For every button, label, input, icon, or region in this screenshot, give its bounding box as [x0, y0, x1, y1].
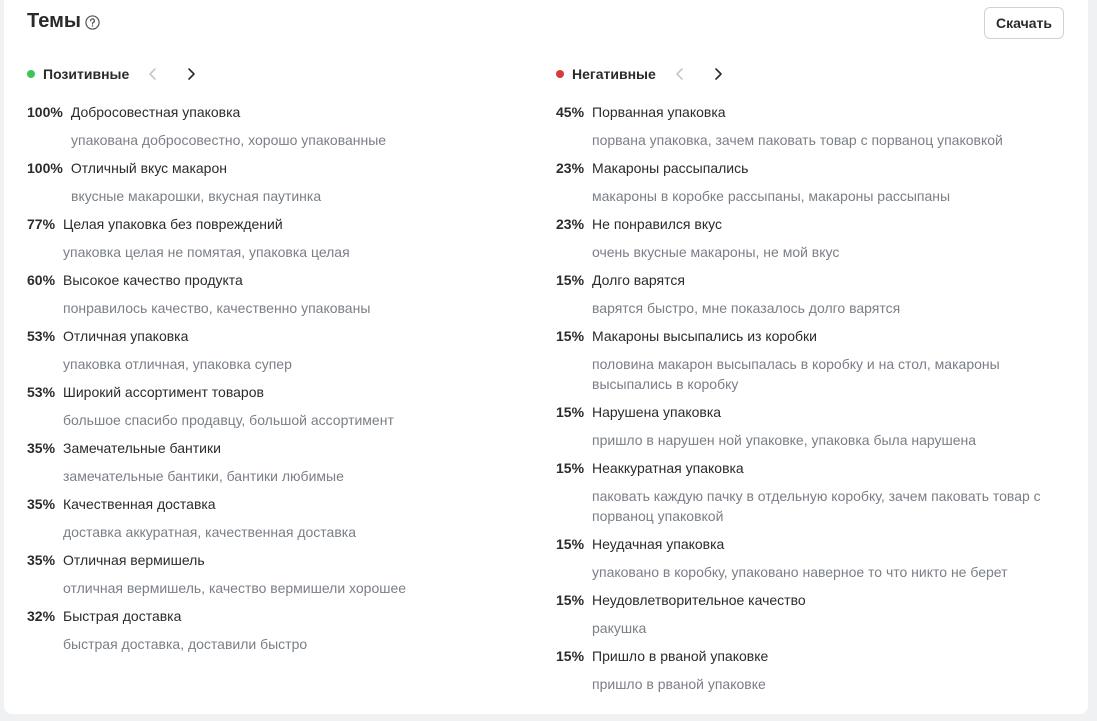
negative-dot: [556, 70, 564, 78]
topic-row: [27, 434, 537, 462]
topic-row: [27, 602, 537, 630]
topic-name: Отличный вкус макарон: [70, 160, 227, 176]
topic-percent: 15%: [556, 536, 585, 552]
topic-name: Неаккуратная упаковка: [592, 460, 744, 476]
topic-item[interactable]: [556, 322, 1066, 398]
topic-percent: 15%: [556, 592, 585, 608]
topic-item[interactable]: [556, 398, 1066, 454]
topic-row: [27, 546, 537, 574]
topic-name: Отличная вермишель: [63, 552, 205, 568]
topic-row: [556, 398, 1066, 426]
topic-examples: упаковка целая не помятая, упаковка целая: [63, 244, 350, 260]
topic-name: Высокое качество продукта: [63, 272, 243, 288]
topic-name: Макароны рассыпались: [592, 160, 749, 176]
positive-next-icon[interactable]: [183, 66, 199, 82]
topic-percent: 35%: [27, 496, 56, 512]
topic-name: Качественная доставка: [63, 496, 216, 512]
topic-percent: 15%: [556, 460, 585, 476]
topic-examples: пришло в рваной упаковке: [592, 676, 766, 692]
topic-examples: пришло в нарушен ной упаковке, упаковка была нарушена: [592, 432, 977, 448]
topic-row: [556, 642, 1066, 670]
topic-item[interactable]: [556, 530, 1066, 586]
negative-header: [556, 64, 1066, 84]
topic-name: Отличная упаковка: [63, 328, 189, 344]
topic-percent: 53%: [27, 384, 56, 400]
topic-percent: 15%: [556, 272, 585, 288]
topic-percent: 23%: [556, 160, 585, 176]
topic-examples: доставка аккуратная, качественная доставка: [63, 524, 356, 540]
negative-next-icon[interactable]: [710, 66, 726, 82]
topic-name: Неудачная упаковка: [592, 536, 725, 552]
positive-title: Позитивные: [43, 66, 130, 82]
topic-row: [27, 378, 537, 406]
topic-item[interactable]: [27, 378, 537, 434]
topic-examples: понравилось качество, качественно упакованы: [63, 300, 371, 316]
topic-percent: 100%: [27, 104, 63, 120]
topic-percent: 35%: [27, 440, 56, 456]
topics-card: [4, 0, 1088, 714]
topic-examples: упаковка отличная, упаковка супер: [63, 356, 292, 372]
topic-item[interactable]: [27, 266, 537, 322]
topic-name: Замечательные бантики: [63, 440, 221, 456]
topic-name: Долго варятся: [592, 272, 685, 288]
topic-examples: упакована добросовестно, хорошо упакованные: [71, 132, 387, 148]
topic-item[interactable]: [27, 434, 537, 490]
topic-name: Не понравился вкус: [592, 216, 722, 232]
topic-row: [556, 98, 1066, 126]
topic-item[interactable]: [27, 98, 537, 154]
topic-percent: 32%: [27, 608, 56, 624]
download-button[interactable]: Скачать: [984, 7, 1064, 39]
topic-row: [27, 154, 537, 182]
topic-name: Макароны высыпались из коробки: [592, 328, 817, 344]
topic-row: [556, 454, 1066, 482]
topic-percent: 35%: [27, 552, 56, 568]
topic-examples: ракушка: [592, 620, 647, 636]
topic-examples: порвана упаковка, зачем паковать товар с порваноц упаковкой: [592, 132, 1003, 148]
topic-row: [27, 322, 537, 350]
topic-percent: 23%: [556, 216, 585, 232]
topic-row: [556, 210, 1066, 238]
positive-column: [27, 64, 537, 658]
help-icon[interactable]: [85, 15, 100, 30]
topic-name: Быстрая доставка: [63, 608, 182, 624]
topic-row: [27, 210, 537, 238]
topic-percent: 77%: [27, 216, 56, 232]
topic-examples: отличная вермишель, качество вермишели хорошее: [63, 580, 407, 596]
topic-item[interactable]: [556, 642, 1066, 698]
topic-percent: 15%: [556, 404, 585, 420]
positive-dot: [27, 70, 35, 78]
topic-name: Нарушена упаковка: [592, 404, 722, 420]
topic-name: Добросовестная упаковка: [70, 104, 241, 120]
topic-item[interactable]: [556, 586, 1066, 642]
topic-examples: замечательные бантики, бантики любимые: [63, 468, 344, 484]
topic-name: Широкий ассортимент товаров: [63, 384, 264, 400]
topic-row: [27, 490, 537, 518]
topic-examples: быстрая доставка, доставили быстро: [63, 636, 308, 652]
positive-prev-icon[interactable]: [145, 66, 161, 82]
topic-examples: варятся быстро, мне показалось долго варятся: [592, 300, 901, 316]
topic-examples: упаковано в коробку, упаковано наверное то что никто не берет: [592, 564, 1008, 580]
topic-item[interactable]: [556, 266, 1066, 322]
topic-percent: 100%: [27, 160, 63, 176]
topic-examples: паковать каждую пачку в отдельную коробку, зачем паковать товар с порваноц упаковкой: [592, 488, 1041, 524]
topic-row: [556, 530, 1066, 558]
topic-item[interactable]: [556, 98, 1066, 154]
topic-item[interactable]: [27, 154, 537, 210]
topic-row: [556, 586, 1066, 614]
topic-examples: очень вкусные макароны, не мой вкус: [592, 244, 840, 260]
topic-item[interactable]: [27, 546, 537, 602]
positive-header: [27, 64, 537, 84]
topic-examples: большое спасибо продавцу, большой ассортимент: [63, 412, 394, 428]
topic-item[interactable]: [27, 490, 537, 546]
topic-percent: 60%: [27, 272, 56, 288]
topic-percent: 15%: [556, 328, 585, 344]
topic-percent: 15%: [556, 648, 585, 664]
topic-examples: вкусные макарошки, вкусная паутинка: [71, 188, 322, 204]
topic-item[interactable]: [556, 154, 1066, 210]
topic-row: [556, 322, 1066, 350]
topic-examples: макароны в коробке рассыпаны, макароны рассыпаны: [592, 188, 951, 204]
topic-name: Порванная упаковка: [592, 104, 726, 120]
topic-examples: половина макарон высыпалась в коробку и на стол, макароны высыпались в коробку: [592, 356, 1000, 392]
negative-topic-list: [556, 98, 1066, 698]
topic-item[interactable]: [27, 322, 537, 378]
topic-item[interactable]: [27, 210, 537, 266]
negative-column: [556, 64, 1066, 698]
topic-percent: 45%: [556, 104, 585, 120]
topic-percent: 53%: [27, 328, 56, 344]
negative-title: Негативные: [572, 66, 656, 82]
topic-name: Целая упаковка без повреждений: [63, 216, 283, 232]
topic-row: [556, 154, 1066, 182]
positive-topic-list: [27, 98, 537, 658]
page-title: Темы: [27, 10, 81, 32]
topic-item[interactable]: [27, 602, 537, 658]
topic-item[interactable]: [556, 454, 1066, 530]
topic-row: [27, 98, 537, 126]
topic-row: [556, 266, 1066, 294]
topic-name: Неудовлетворительное качество: [592, 592, 806, 608]
topic-item[interactable]: [556, 210, 1066, 266]
topic-row: [27, 266, 537, 294]
negative-prev-icon[interactable]: [672, 66, 688, 82]
topic-name: Пришло в рваной упаковке: [592, 648, 769, 664]
